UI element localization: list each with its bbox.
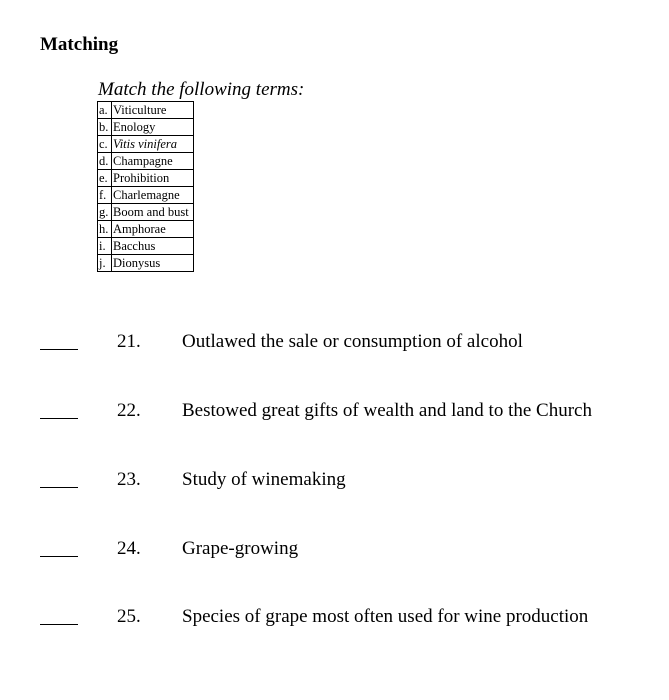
question-25 [0,603,669,631]
term-name: Amphorae [112,221,194,238]
term-name: Dionysus [112,255,194,272]
term-row [98,170,194,187]
matching-instructions: Match the following terms: [98,79,305,100]
term-row [98,102,194,119]
term-row [98,221,194,238]
question-number: 25. [117,606,141,627]
term-name: Charlemagne [112,187,194,204]
answer-blank[interactable] [40,349,78,350]
term-name: Vitis vinifera [112,136,194,153]
answer-blank[interactable] [40,556,78,557]
question-23 [0,466,669,494]
question-number: 21. [117,331,141,352]
term-name: Boom and bust [112,204,194,221]
question-text: Species of grape most often used for wine production [182,606,589,627]
question-text: Study of winemaking [182,469,346,490]
term-row [98,187,194,204]
term-name: Enology [112,119,194,136]
term-row [98,153,194,170]
question-number: 24. [117,538,141,559]
question-number: 23. [117,469,141,490]
term-row [98,204,194,221]
question-text: Outlawed the sale or consumption of alcohol [182,331,523,352]
section-heading: Matching [40,34,119,55]
term-letter: c. [98,136,112,153]
terms-table [97,101,194,272]
term-letter: f. [98,187,112,204]
answer-blank[interactable] [40,418,78,419]
term-letter: e. [98,170,112,187]
term-name: Champagne [112,153,194,170]
answer-blank[interactable] [40,487,78,488]
term-letter: d. [98,153,112,170]
term-letter: a. [98,102,112,119]
term-row [98,255,194,272]
term-name: Bacchus [112,238,194,255]
term-letter: j. [98,255,112,272]
term-letter: b. [98,119,112,136]
question-number: 22. [117,400,141,421]
term-letter: g. [98,204,112,221]
question-21 [0,328,669,356]
term-row [98,119,194,136]
term-letter: h. [98,221,112,238]
question-22 [0,397,669,425]
term-row [98,136,194,153]
question-text: Bestowed great gifts of wealth and land to the Church [182,400,592,421]
question-text: Grape-growing [182,538,299,559]
term-row [98,238,194,255]
term-letter: i. [98,238,112,255]
term-name: Prohibition [112,170,194,187]
question-24 [0,535,669,563]
answer-blank[interactable] [40,624,78,625]
term-name: Viticulture [112,102,194,119]
